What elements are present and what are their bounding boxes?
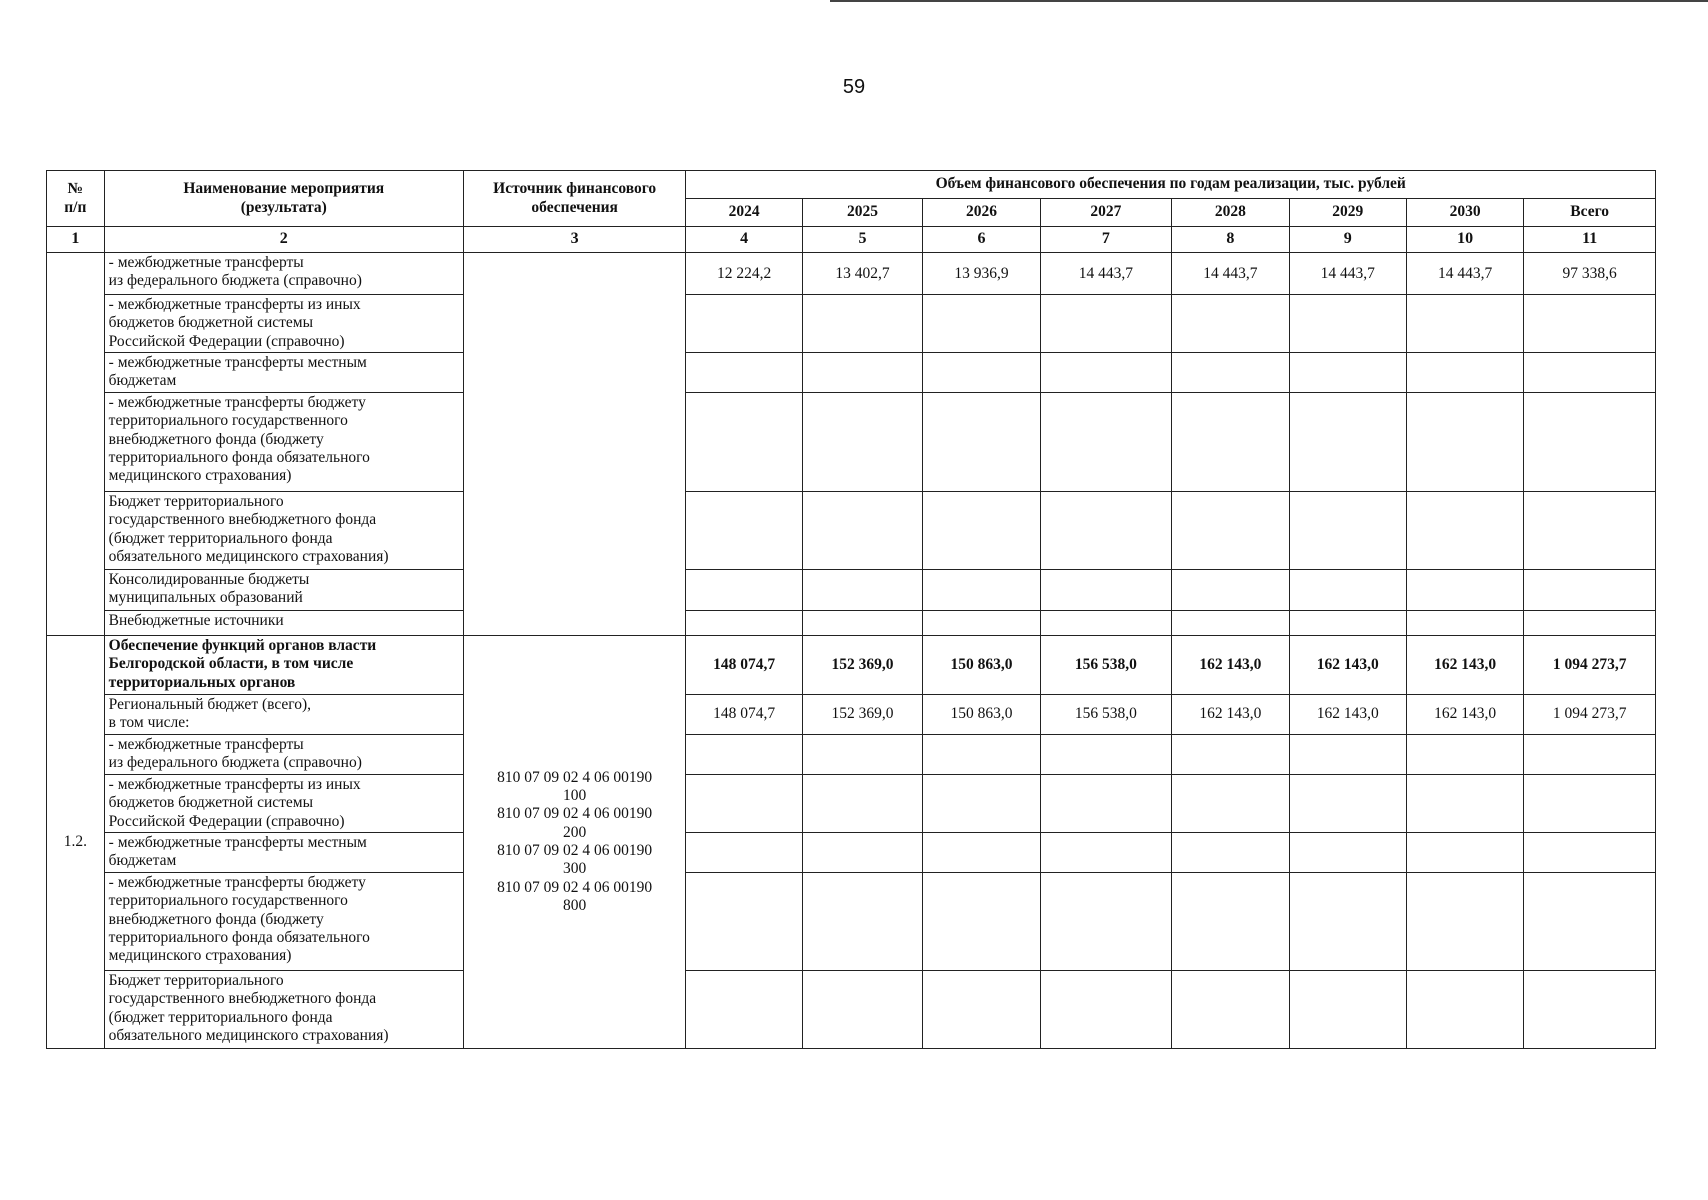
activity-name: - межбюджетные трансферты из иных бюджетов бюджетной системы Российской Федерации (справочно)	[104, 295, 463, 353]
activity-name: - межбюджетные трансферты бюджету территориального государственного внебюджетного фонда (бюджету территориального фонда обязательного медицинского страхования)	[104, 393, 463, 492]
activity-name: - межбюджетные трансферты из федерального бюджета (справочно)	[104, 253, 463, 295]
activity-name: Обеспечение функций органов власти Белгородской области, в том числе территориальных органов	[104, 636, 463, 695]
year-value	[1040, 353, 1172, 393]
year-value: 162 143,0	[1406, 695, 1523, 735]
year-value	[1289, 971, 1406, 1049]
year-value	[1040, 570, 1172, 611]
year-value	[686, 353, 802, 393]
year-value	[1406, 775, 1523, 833]
column-number-row	[47, 227, 1656, 253]
header-source: Источник финансового обеспечения	[463, 171, 686, 227]
year-value	[802, 735, 922, 775]
column-number: 10	[1406, 227, 1523, 253]
year-value: 14 443,7	[1040, 253, 1172, 295]
column-number: 11	[1524, 227, 1656, 253]
year-value: 156 538,0	[1040, 695, 1172, 735]
year-value	[686, 735, 802, 775]
year-value	[1406, 611, 1523, 636]
year-value	[802, 775, 922, 833]
year-value	[686, 971, 802, 1049]
table-row	[47, 636, 1656, 695]
table-row	[47, 611, 1656, 636]
activity-name: - межбюджетные трансферты местным бюджетам	[104, 833, 463, 873]
table-row	[47, 735, 1656, 775]
year-value	[686, 775, 802, 833]
year-value	[686, 833, 802, 873]
table-row	[47, 775, 1656, 833]
year-value	[686, 611, 802, 636]
activity-name: - межбюджетные трансферты бюджету территориального государственного внебюджетного фонда (бюджету территориального фонда обязательного медицинского страхования)	[104, 873, 463, 971]
year-value	[923, 775, 1040, 833]
funding-source	[463, 253, 686, 636]
year-value: 14 443,7	[1172, 253, 1289, 295]
year-value	[686, 492, 802, 570]
year-value	[1040, 873, 1172, 971]
year-header: 2024	[686, 199, 802, 227]
total-value	[1524, 775, 1656, 833]
total-value: 97 338,6	[1524, 253, 1656, 295]
table-row	[47, 695, 1656, 735]
year-value	[1406, 393, 1523, 492]
activity-name: Бюджет территориального государственного внебюджетного фонда (бюджет территориального фонда обязательного медицинского страхования)	[104, 492, 463, 570]
column-number: 4	[686, 227, 802, 253]
year-value	[802, 295, 922, 353]
year-value: 148 074,7	[686, 636, 802, 695]
column-number: 8	[1172, 227, 1289, 253]
year-value	[802, 873, 922, 971]
year-header: 2028	[1172, 199, 1289, 227]
year-value	[923, 735, 1040, 775]
total-value	[1524, 492, 1656, 570]
total-value	[1524, 353, 1656, 393]
table-row	[47, 971, 1656, 1049]
year-value	[1172, 295, 1289, 353]
total-value	[1524, 833, 1656, 873]
total-value	[1524, 611, 1656, 636]
table-row	[47, 253, 1656, 295]
year-value	[686, 393, 802, 492]
year-header: 2030	[1406, 199, 1523, 227]
total-value	[1524, 295, 1656, 353]
table-row	[47, 570, 1656, 611]
year-value	[1289, 570, 1406, 611]
total-value: 1 094 273,7	[1524, 695, 1656, 735]
column-number: 5	[802, 227, 922, 253]
year-value	[686, 295, 802, 353]
year-value: 12 224,2	[686, 253, 802, 295]
table-body	[47, 253, 1656, 1049]
header-name: Наименование мероприятия (результата)	[104, 171, 463, 227]
table-row	[47, 353, 1656, 393]
total-value	[1524, 735, 1656, 775]
year-value	[923, 833, 1040, 873]
header-volume: Объем финансового обеспечения по годам реализации, тыс. рублей	[686, 171, 1656, 199]
year-value	[1406, 735, 1523, 775]
activity-name: - межбюджетные трансферты из иных бюджетов бюджетной системы Российской Федерации (справочно)	[104, 775, 463, 833]
year-value	[1172, 611, 1289, 636]
year-value	[1289, 873, 1406, 971]
year-value: 150 863,0	[923, 695, 1040, 735]
year-value	[802, 492, 922, 570]
year-value	[1172, 353, 1289, 393]
year-value	[1040, 393, 1172, 492]
row-index	[47, 253, 105, 636]
total-value: 1 094 273,7	[1524, 636, 1656, 695]
year-value	[1406, 295, 1523, 353]
year-value: 13 402,7	[802, 253, 922, 295]
year-value: 162 143,0	[1406, 636, 1523, 695]
year-value	[1172, 393, 1289, 492]
year-value: 162 143,0	[1289, 636, 1406, 695]
row-index: 1.2.	[47, 636, 105, 1049]
year-value	[1172, 971, 1289, 1049]
table-row	[47, 393, 1656, 492]
column-number: 2	[104, 227, 463, 253]
activity-name: Консолидированные бюджеты муниципальных образований	[104, 570, 463, 611]
column-number: 6	[923, 227, 1040, 253]
activity-name: Региональный бюджет (всего), в том числе:	[104, 695, 463, 735]
header-row	[47, 171, 1656, 199]
year-value	[1040, 775, 1172, 833]
year-value	[923, 492, 1040, 570]
year-value	[1406, 570, 1523, 611]
year-value: 14 443,7	[1406, 253, 1523, 295]
year-value: 148 074,7	[686, 695, 802, 735]
year-value	[1406, 492, 1523, 570]
year-value	[923, 611, 1040, 636]
year-value	[686, 873, 802, 971]
year-value	[802, 611, 922, 636]
column-number: 3	[463, 227, 686, 253]
funding-source: 810 07 09 02 4 06 00190 100 810 07 09 02 4 06 00190 200 810 07 09 02 4 06 00190 300 810 07 09 02 4 06 00190 800	[463, 636, 686, 1049]
total-value	[1524, 971, 1656, 1049]
year-value: 162 143,0	[1172, 636, 1289, 695]
activity-name: Бюджет территориального государственного внебюджетного фонда (бюджет территориального фонда обязательного медицинского страхования)	[104, 971, 463, 1049]
year-value	[923, 873, 1040, 971]
year-value	[1289, 611, 1406, 636]
year-value	[1172, 833, 1289, 873]
year-value	[1289, 393, 1406, 492]
year-value	[1172, 775, 1289, 833]
column-number: 7	[1040, 227, 1172, 253]
table-row	[47, 295, 1656, 353]
year-value	[923, 393, 1040, 492]
year-value	[1289, 295, 1406, 353]
year-value	[1040, 735, 1172, 775]
year-value	[802, 971, 922, 1049]
year-value	[1406, 971, 1523, 1049]
year-value	[923, 570, 1040, 611]
year-value	[1172, 570, 1289, 611]
year-value	[802, 393, 922, 492]
year-value	[1040, 611, 1172, 636]
year-value	[1289, 775, 1406, 833]
year-value	[923, 971, 1040, 1049]
year-value	[1040, 833, 1172, 873]
year-value	[802, 570, 922, 611]
year-value: 156 538,0	[1040, 636, 1172, 695]
year-value	[1172, 492, 1289, 570]
year-value	[1289, 492, 1406, 570]
total-header: Всего	[1524, 199, 1656, 227]
table-row	[47, 873, 1656, 971]
year-value	[923, 295, 1040, 353]
year-header: 2027	[1040, 199, 1172, 227]
total-value	[1524, 873, 1656, 971]
year-value	[1172, 735, 1289, 775]
year-header: 2025	[802, 199, 922, 227]
table-row	[47, 833, 1656, 873]
year-value: 13 936,9	[923, 253, 1040, 295]
year-value	[1289, 735, 1406, 775]
header-number: № п/п	[47, 171, 105, 227]
year-value	[802, 353, 922, 393]
year-value	[1040, 492, 1172, 570]
year-value	[1406, 833, 1523, 873]
year-value	[923, 353, 1040, 393]
year-value: 14 443,7	[1289, 253, 1406, 295]
year-value	[686, 570, 802, 611]
year-value: 162 143,0	[1172, 695, 1289, 735]
year-value	[1040, 295, 1172, 353]
year-value: 152 369,0	[802, 636, 922, 695]
activity-name: - межбюджетные трансферты местным бюджетам	[104, 353, 463, 393]
page-number: 59	[842, 76, 866, 98]
year-value	[1040, 971, 1172, 1049]
table-row	[47, 492, 1656, 570]
year-value: 150 863,0	[923, 636, 1040, 695]
top-rule	[830, 0, 1708, 2]
year-value	[1289, 353, 1406, 393]
year-value	[1406, 353, 1523, 393]
column-number: 1	[47, 227, 105, 253]
activity-name: - межбюджетные трансферты из федерального бюджета (справочно)	[104, 735, 463, 775]
year-value: 162 143,0	[1289, 695, 1406, 735]
year-value	[1172, 873, 1289, 971]
total-value	[1524, 570, 1656, 611]
year-value	[802, 833, 922, 873]
year-header: 2029	[1289, 199, 1406, 227]
column-number: 9	[1289, 227, 1406, 253]
year-value	[1289, 833, 1406, 873]
year-value: 152 369,0	[802, 695, 922, 735]
year-header: 2026	[923, 199, 1040, 227]
total-value	[1524, 393, 1656, 492]
year-value	[1406, 873, 1523, 971]
budget-table	[46, 170, 1656, 1049]
activity-name: Внебюджетные источники	[104, 611, 463, 636]
